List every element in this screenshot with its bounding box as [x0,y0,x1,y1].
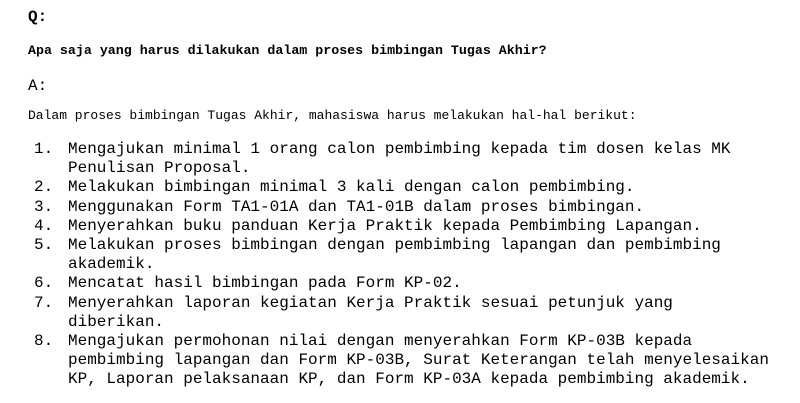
step-text: Melakukan proses bimbingan dengan pembimbing lapangan dan pembimbing akademik. [68,236,721,274]
step-text: Menyerahkan buku panduan Kerja Praktik kepada Pembimbing Lapangan. [68,216,702,235]
list-item [28,274,788,293]
answer-steps-list [28,140,788,390]
step-text: Menyerahkan laporan kegiatan Kerja Praktik sesuai petunjuk yang diberikan. [68,293,673,331]
step-number: 6. [34,274,54,293]
step-text: Mengajukan permohonan nilai dengan menyerahkan Form KP-03B kepada pembimbing lapangan dan Form KP-03B, Surat Keterangan telah menyelesaikan KP, Laporan pelaksanaan KP, dan Form KP-03A kepada pembimbing akademik. [68,332,769,389]
list-item [28,198,788,217]
list-item [28,332,788,390]
step-number: 5. [34,236,54,255]
list-item [28,140,788,178]
step-text: Menggunakan Form TA1-01A dan TA1-01B dalam proses bimbingan. [68,197,645,216]
step-number: 7. [34,293,54,312]
step-number: 2. [34,178,54,197]
list-item [28,178,788,197]
list-item [28,236,788,274]
step-number: 1. [34,140,54,158]
a-label: A: [28,77,48,95]
step-text: Mencatat hasil bimbingan pada Form KP-02. [68,274,462,293]
step-text: Melakukan bimbingan minimal 3 kali dengan calon pembimbing. [68,178,635,197]
q-label: Q: [28,8,48,26]
list-item [28,217,788,236]
answer-intro: Dalam proses bimbingan Tugas Akhir, mahasiswa harus melakukan hal-hal berikut: [28,108,637,123]
step-number: 8. [34,332,54,351]
step-text: Mengajukan minimal 1 orang calon pembimbing kepada tim dosen kelas MK Penulisan Proposal. [68,140,731,178]
list-item [28,294,788,332]
question-text: Apa saja yang harus dilakukan dalam proses bimbingan Tugas Akhir? [28,43,547,58]
step-number: 3. [34,197,54,216]
step-number: 4. [34,216,54,235]
